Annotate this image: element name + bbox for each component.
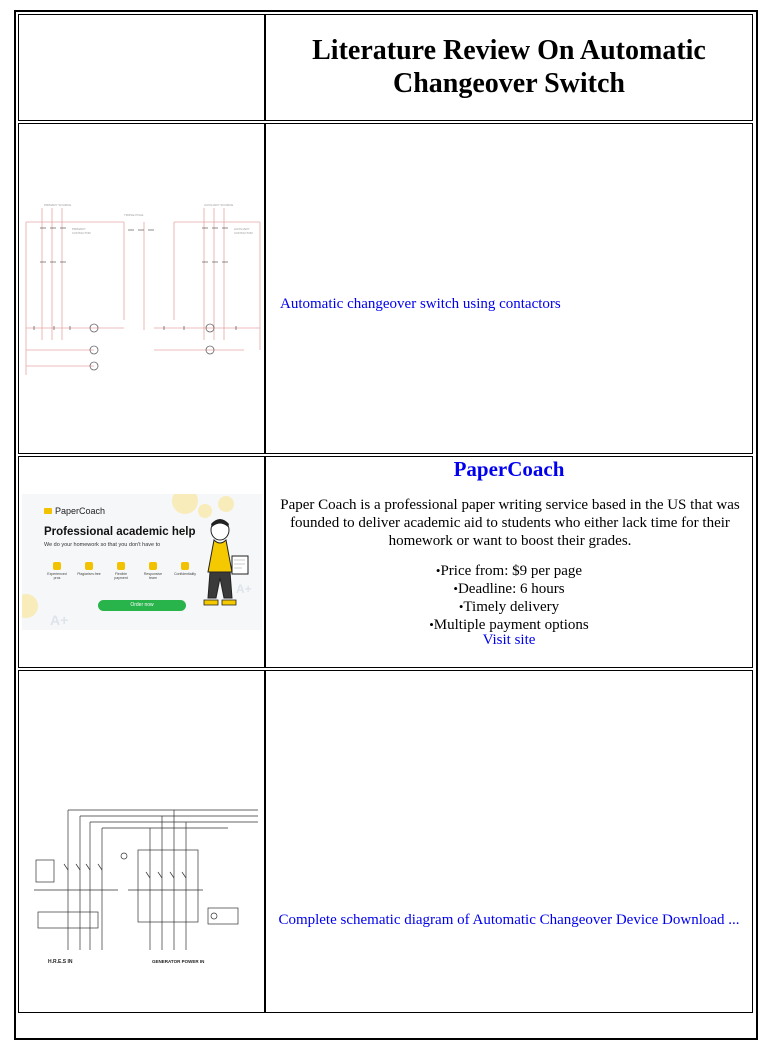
link-cell — [265, 670, 753, 1013]
svg-text:AUXILIARY SOURCE: AUXILIARY SOURCE — [204, 203, 234, 207]
visit-site-wrapper — [266, 632, 752, 649]
papercoach-ad-image[interactable] — [22, 494, 262, 630]
svg-text:TRIPLE POLE: TRIPLE POLE — [124, 213, 144, 217]
link-cell — [265, 123, 753, 454]
ad-feature: Flexible payment — [108, 562, 134, 580]
list-item: • Deadline: 6 hours — [266, 580, 752, 598]
svg-text:PRIMARY: PRIMARY — [72, 227, 86, 231]
papercoach-logo: PaperCoach — [44, 506, 105, 516]
a-plus-decoration: A+ — [50, 612, 69, 628]
papercoach-feature-list — [266, 562, 752, 634]
list-item: • Price from: $9 per page — [266, 562, 752, 580]
empty-cell — [18, 14, 265, 121]
page-title: Literature Review On Automatic Changeover Switch — [312, 35, 706, 99]
ad-headline: Professional academic help — [44, 526, 196, 538]
schematic-download-link[interactable]: Complete schematic diagram of Automatic Changeover Device Download ... — [278, 912, 740, 928]
papercoach-description: Paper Coach is a professional paper writing service based in the US that was founded to deliver academic aid to students who either lack time for their homework or want to boost their grades. — [280, 497, 740, 549]
schematic-diagram-image[interactable] — [28, 800, 262, 968]
feature-icon — [117, 562, 125, 570]
feature-icon — [149, 562, 157, 570]
feature-icon — [85, 562, 93, 570]
a-plus-decoration: A+ — [236, 582, 252, 596]
papercoach-title[interactable]: PaperCoach — [453, 457, 565, 481]
ad-feature: Responsive team — [140, 562, 166, 580]
svg-text:PRIMARY SOURCE: PRIMARY SOURCE — [44, 203, 72, 207]
list-item: • Timely delivery — [266, 598, 752, 616]
graduation-cap-icon — [44, 508, 52, 514]
svg-text:CONTACTOR: CONTACTOR — [72, 231, 91, 235]
ad-subline: We do your homework so that you don't have to — [44, 542, 161, 548]
feature-icon — [181, 562, 189, 570]
visit-site-link[interactable]: Visit site — [482, 632, 536, 648]
svg-text:AUXILIARY: AUXILIARY — [234, 227, 250, 231]
student-character-illustration — [198, 516, 260, 620]
diagram-label-hres: H.R.E.S IN — [48, 959, 73, 965]
ad-feature: Plagiarism-free — [76, 562, 102, 576]
diagram-label-generator: GENERATOR POWER IN — [152, 959, 205, 964]
list-item: • Multiple payment options — [266, 616, 752, 634]
contactor-switch-link[interactable]: Automatic changeover switch using contactors — [280, 296, 561, 312]
svg-text:CONTACTOR: CONTACTOR — [234, 231, 253, 235]
feature-icon — [53, 562, 61, 570]
ad-feature: Experienced pros — [44, 562, 70, 580]
ad-feature: Confidentiality — [172, 562, 198, 576]
order-now-button[interactable]: Order now — [98, 600, 186, 611]
contactor-diagram-image[interactable] — [24, 200, 262, 378]
